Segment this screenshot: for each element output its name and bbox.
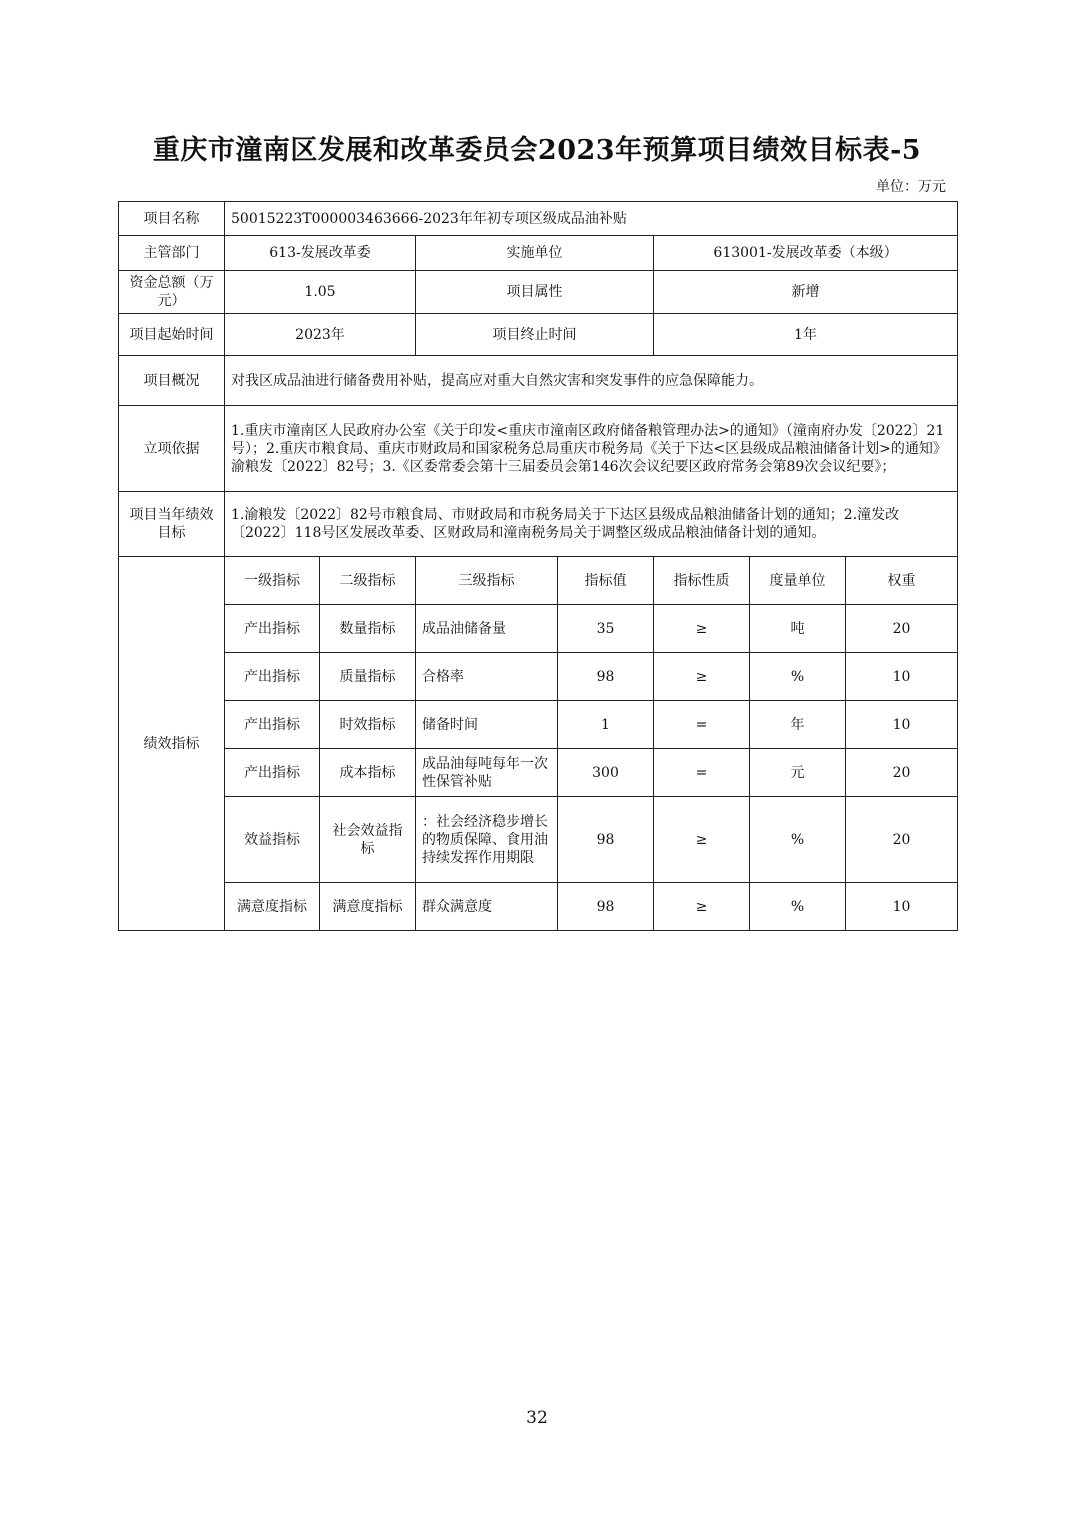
- row-goal: [119, 492, 958, 557]
- value-cell: 35: [558, 605, 654, 653]
- basis-label: 立项依据: [119, 406, 225, 492]
- unit-cell: 年: [750, 701, 846, 749]
- level2-cell: 时效指标: [320, 701, 416, 749]
- table-row: [119, 883, 958, 931]
- page-number: 32: [526, 1408, 548, 1428]
- level2-cell: 质量指标: [320, 653, 416, 701]
- performance-target-table: [118, 201, 958, 931]
- end-label: 项目终止时间: [416, 314, 654, 356]
- end-value: 1年: [654, 314, 958, 356]
- row-basis: [119, 406, 958, 492]
- unit-cell: 元: [750, 749, 846, 797]
- start-label: 项目起始时间: [119, 314, 225, 356]
- nature-cell: =: [654, 749, 750, 797]
- start-value: 2023年: [225, 314, 416, 356]
- table-row: [119, 701, 958, 749]
- level3-cell: 成品油储备量: [416, 605, 558, 653]
- level1-cell: 产出指标: [225, 653, 320, 701]
- overview-label: 项目概况: [119, 356, 225, 406]
- unit-cell: %: [750, 883, 846, 931]
- attr-label: 项目属性: [416, 271, 654, 314]
- weight-cell: 10: [846, 883, 958, 931]
- weight-cell: 10: [846, 653, 958, 701]
- level3-cell: 储备时间: [416, 701, 558, 749]
- perf-header-row: [119, 557, 958, 605]
- unit-cell: %: [750, 653, 846, 701]
- table-row: [119, 797, 958, 883]
- perf-label: 绩效指标: [119, 557, 225, 931]
- header-weight: 权重: [846, 557, 958, 605]
- header-level1: 一级指标: [225, 557, 320, 605]
- level1-cell: 产出指标: [225, 701, 320, 749]
- level2-cell: 成本指标: [320, 749, 416, 797]
- level3-cell: ：社会经济稳步增长的物质保障、食用油持续发挥作用期限: [416, 797, 558, 883]
- header-level2: 二级指标: [320, 557, 416, 605]
- value-cell: 300: [558, 749, 654, 797]
- nature-cell: ≥: [654, 605, 750, 653]
- level1-cell: 满意度指标: [225, 883, 320, 931]
- project-name-label: 项目名称: [119, 202, 225, 236]
- dept-value: 613-发展改革委: [225, 236, 416, 271]
- goal-value: 1.渝粮发〔2022〕82号市粮食局、市财政局和市税务局关于下达区县级成品粮油储备计划的通知；2.潼发改〔2022〕118号区发展改革委、区财政局和潼南税务局关于调整区级成品粮油储备计划的通知。: [225, 492, 958, 557]
- level2-cell: 社会效益指标: [320, 797, 416, 883]
- level3-cell: 合格率: [416, 653, 558, 701]
- table-row: [119, 605, 958, 653]
- value-cell: 98: [558, 883, 654, 931]
- level1-cell: 产出指标: [225, 605, 320, 653]
- unit-cell: 吨: [750, 605, 846, 653]
- project-name-value: 50015223T000003463666-2023年年初专项区级成品油补贴: [225, 202, 958, 236]
- value-cell: 1: [558, 701, 654, 749]
- unit-label: 单位：万元: [876, 179, 946, 195]
- nature-cell: ≥: [654, 653, 750, 701]
- header-level3: 三级指标: [416, 557, 558, 605]
- row-dept: [119, 236, 958, 271]
- level2-cell: 满意度指标: [320, 883, 416, 931]
- unit-cell: %: [750, 797, 846, 883]
- value-cell: 98: [558, 653, 654, 701]
- nature-cell: ≥: [654, 797, 750, 883]
- nature-cell: =: [654, 701, 750, 749]
- impl-label: 实施单位: [416, 236, 654, 271]
- table-row: [119, 749, 958, 797]
- table-row: [119, 653, 958, 701]
- dept-label: 主管部门: [119, 236, 225, 271]
- weight-cell: 20: [846, 749, 958, 797]
- weight-cell: 20: [846, 605, 958, 653]
- level3-cell: 成品油每吨每年一次性保管补贴: [416, 749, 558, 797]
- level2-cell: 数量指标: [320, 605, 416, 653]
- value-cell: 98: [558, 797, 654, 883]
- goal-label: 项目当年绩效目标: [119, 492, 225, 557]
- row-fund: [119, 271, 958, 314]
- fund-label: 资金总额（万元）: [119, 271, 225, 314]
- basis-value: 1.重庆市潼南区人民政府办公室《关于印发<重庆市潼南区政府储备粮管理办法>的通知》（潼南府办发〔2022〕21号）；2.重庆市粮食局、重庆市财政局和国家税务总局重庆市税务局《关于下达<区县级成品粮油储备计划>的通知》渝粮发〔2022〕82号；3.《区委常委会第十三届委员会第146次会议纪要区政府常务会第89次会议纪要》；: [225, 406, 958, 492]
- row-overview: [119, 356, 958, 406]
- overview-value: 对我区成品油进行储备费用补贴，提高应对重大自然灾害和突发事件的应急保障能力。: [225, 356, 958, 406]
- row-time: [119, 314, 958, 356]
- header-nature: 指标性质: [654, 557, 750, 605]
- header-value: 指标值: [558, 557, 654, 605]
- header-unit: 度量单位: [750, 557, 846, 605]
- row-project-name: [119, 202, 958, 236]
- attr-value: 新增: [654, 271, 958, 314]
- level1-cell: 产出指标: [225, 749, 320, 797]
- weight-cell: 20: [846, 797, 958, 883]
- level1-cell: 效益指标: [225, 797, 320, 883]
- level3-cell: 群众满意度: [416, 883, 558, 931]
- weight-cell: 10: [846, 701, 958, 749]
- impl-value: 613001-发展改革委（本级）: [654, 236, 958, 271]
- page-title: 重庆市潼南区发展和改革委员会2023年预算项目绩效目标表-5: [152, 135, 922, 166]
- fund-value: 1.05: [225, 271, 416, 314]
- nature-cell: ≥: [654, 883, 750, 931]
